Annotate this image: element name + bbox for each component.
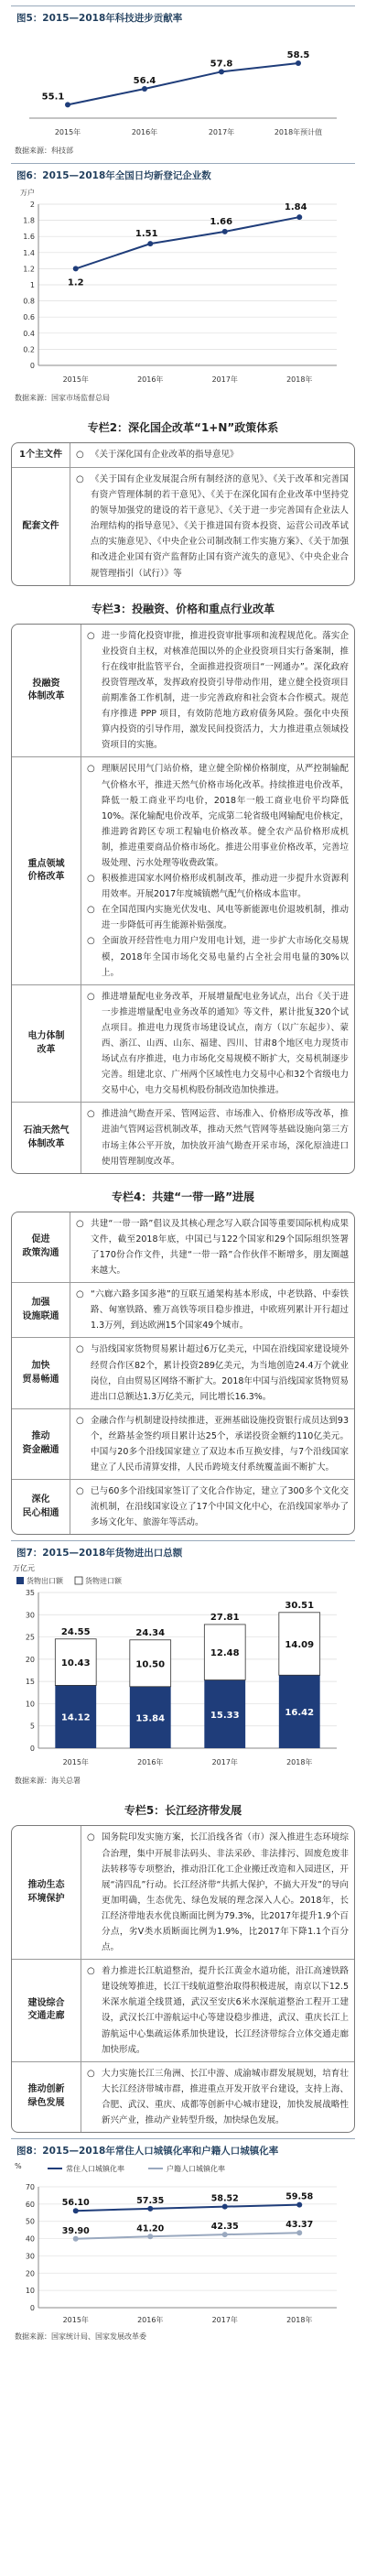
figure-8-source: 数据来源：国家统计局、国家发展改革委 [15,2332,146,2342]
box-4-title: 专栏4：共建“一带一路”进展 [111,1190,255,1203]
box4-row [12,1282,354,1337]
data-point [142,86,147,92]
bullet-circle-icon: ○ [76,1289,84,1300]
list-item-text: 已与60多个沿线国家签订了文化合作协定，建立了300多个文化交流机制，在沿线国家设立了17个中国文化中心，在沿线国家举办了多场文化年、旅游年等活动。 [91,1486,349,1528]
box4-row-body [70,1409,354,1479]
list-item-text: 推进油气勘查开采、管网运营、市场准入、价格形成等改革，推进油气管网运营机制改革，推动天然气管网等基础设施向第三方市场主体公平开放，加快放开油气勘查开采市场，深化原油进口使用管理制度改革。 [102,1109,349,1167]
figure-7-source: 数据来源：海关总署 [15,1777,81,1786]
bar-total-label: 30.51 [285,1601,315,1612]
y-tick-label: 1.2 [23,265,35,274]
y-tick-label: 0.4 [23,329,35,338]
bar-label-import: 12.48 [210,1648,240,1659]
bullet-circle-icon: ○ [87,905,95,916]
legend-swatch-import [75,1577,82,1584]
box-2 [11,442,355,586]
box5-row-label: 推动创新 绿色发展 [12,2062,81,2132]
list-item [87,1106,349,1168]
y-tick-label: 70 [25,2183,35,2192]
box4-row [12,1337,354,1408]
y-tick-label: 1.4 [23,248,35,257]
data-point [222,2204,228,2210]
box3-row-body [81,625,354,757]
box2-row-label: 1个主文件 [12,443,70,467]
box5-row [12,2061,354,2132]
box4-row [12,1479,354,1534]
bar-total-label: 24.55 [60,1627,91,1638]
bullet-circle-icon: ○ [76,1218,84,1229]
box4-row-label: 深化 民心相通 [12,1480,70,1534]
list-item [87,902,349,933]
figure-5-title: 图5：2015—2018年科技进步贡献率 [16,13,183,24]
data-point [296,2202,302,2208]
box4-row-body [70,1283,354,1337]
list-item-text: 《关于深化国有企业改革的指导意见》 [91,450,239,460]
bullet-circle-icon: ○ [76,1415,84,1426]
list-item-text: 共建“一带一路”倡议及其核心理念写入联合国等重要国际机构成果文件，截至2018年底，中国已与122个国家和29个国际组织签署了170份合作文件，共建“一带一路”合作伙伴不断增多，朋友圈越来越大。 [91,1218,349,1277]
figure-7-chart [11,1561,355,1774]
box4-row-label: 促进 政策沟通 [12,1212,70,1282]
box5-row-body [81,2062,354,2132]
y-tick-label: 15 [25,1678,35,1687]
figure-6-title: 图6：2015—2018年全国日均新登记企业数 [16,170,211,181]
x-tick-label: 2016年 [137,1758,164,1767]
legend-label: 货物出口额 [27,1577,63,1586]
list-item [76,1287,349,1333]
bullet-circle-icon: ○ [76,1486,84,1497]
legend-swatch-export [16,1577,24,1584]
box4-row [12,1212,354,1282]
bar-label-export: 15.33 [210,1711,240,1722]
bullet-circle-icon: ○ [87,991,95,1002]
box-3 [11,624,355,1174]
data-point [147,241,153,246]
bar-label-import: 10.43 [60,1658,91,1669]
data-label: 1.2 [67,277,84,288]
y-tick-label: 30 [25,2252,35,2261]
x-tick-label: 2015年 [62,375,89,384]
box2-row-label: 配套文件 [12,468,70,585]
figure-7 [11,1540,355,1789]
y-tick-label: 10 [25,2287,35,2296]
box4-row-label: 加强 设施联通 [12,1283,70,1337]
data-point [222,2232,228,2237]
x-tick-label: 2017年 [208,128,235,136]
list-item-text: “六廊六路多国多港”的互联互通架构基本形成，中老铁路、中泰铁路、匈塞铁路、雅万高铁等项目稳步推进，中欧班列累计开行超过1.3万列，到达欧洲15个国家49个城市。 [91,1289,349,1331]
list-item [87,761,349,871]
bar-label-export: 16.42 [285,1708,315,1719]
list-item-text: 进一步简化投资审批，推进投资审批事项和流程规范化。落实企业投资自主权，对核准范围以外的企业投资项目实行备案制，推行在线审批监管平台，全面推进投资项目“一网通办”。深化政府投资管理改革，发挥政府投资引导带动作用，建立健全投资项目前期准备工作机制，进一步完善政府和社会资本合作模式。规范有序推进 PPP 项目，有效防范地方政府债务风险。强化中央预算内投资的引导作用，激发民间投资活力，大力推进重点领域投资项目的实施。 [102,630,349,751]
list-item-text: 国务院印发实施方案，长江沿线各省（市）深入推进生态环境综合治理，集中开展非法码头、非法采砂、非法排污、固废危废非法转移等专项整治，推动沿江化工企业搬迁改造和入园进区，开展“清四乱”行动。长江经济带“共抓大保护，不搞大开发”的导向更加明确，生态优先、绿色发展的理念深入人心。2018年，长江经济带地表水优良断面比例为79.3%，比2017年提升1.9个百分点，劣Ⅴ类水质断面比例为1.9%，比2017年下降1.1个百分点。 [102,1832,349,1953]
data-label: 59.58 [285,2191,314,2202]
bullet-circle-icon: ○ [87,1966,95,1977]
box3-row-label: 石油天然气 体制改革 [12,1103,81,1172]
box-5-title: 专栏5：长江经济带发展 [124,1804,242,1818]
box2-row [12,443,354,467]
box4-row-label: 推动 资金融通 [12,1409,70,1479]
list-item-text: 理顺居民用气门站价格，建立健全阶梯价格制度，从严控制输配气价格水平，推进天然气价格市场化改革。持续推进电价改革，降低一般工商业平均电价，2018年一般工商业电价平均降低10%。深化输配电价改革，完成第二轮省级电网输配电价核定，推进跨省跨区专项工程输电价格改革。健全农产品价格形成机制，推进重要商品价格市场化。推进公用事业价格改革，完善垃圾处理、污水处理等收费政策。 [102,764,349,868]
bullet-circle-icon: ○ [87,630,95,641]
box3-row-body [81,1103,354,1172]
y-tick-label: 2 [29,201,35,209]
x-tick-label: 2016年 [137,2316,164,2325]
bullet-circle-icon: ○ [76,450,84,460]
data-point [73,2208,79,2213]
data-label: 1.51 [135,229,158,240]
box3-row [12,625,354,757]
box3-row-label: 投融资 体制改革 [12,625,81,757]
x-tick-label: 2017年 [211,2316,238,2325]
bullet-circle-icon: ○ [87,936,95,947]
figure-6-chart [11,184,355,391]
y-tick-label: 1.6 [23,233,35,242]
list-item-text: 在全国范围内实施光伏发电、风电等新能源电价退坡机制，推动进一步降低可再生能源补贴强度。 [102,905,349,931]
figure-8 [11,2138,355,2345]
box2-row-body [70,443,354,467]
y-axis-unit: % [15,2162,22,2171]
figure-6 [11,163,355,407]
list-item [87,933,349,980]
data-point [147,2206,153,2212]
list-item-text: 与沿线国家货物贸易累计超过6万亿美元，中国在沿线国家建设境外经贸合作区82个，累计投资289亿美元，为当地创造24.4万个就业岗位，自由贸易区网络不断扩大。2018年中国与沿线国家货物贸易进出口总额达1.3万亿美元，同比增长16.3%。 [91,1344,349,1402]
x-tick-label: 2016年 [131,128,158,136]
box4-row [12,1408,354,1479]
x-tick-label: 2015年 [62,1758,89,1767]
figure-5-source: 数据来源：科技部 [15,147,73,155]
box5-row-body [81,1960,354,2061]
y-tick-label: 1.8 [23,216,35,225]
bar-total-label: 27.81 [210,1613,240,1624]
bullet-circle-icon: ○ [87,1109,95,1120]
series-line [76,2233,300,2239]
x-tick-label: 2018年 [286,375,313,384]
data-point [296,214,302,220]
data-point [65,102,70,107]
box4-row-label: 加快 贸易畅通 [12,1338,70,1408]
list-item-text: 推进增量配电业务改革，开展增量配电业务试点，出台《关于进一步推进增量配电业务改革的通知》等文件，累计批复320个试点项目。推进电力现货市场建设试点，南方（以广东起步）、蒙西、浙江、山西、山东、福建、四川、甘肃8个地区电力现货市场试点有序推进，电力市场化交易规模不断扩大，交易机制逐步完善。组建北京、广州两个区域性电力交易中心和32个省级电力交易中心，电力交易机构股份制改造加快推进。 [102,991,349,1096]
bar-total-label: 24.34 [135,1628,166,1639]
y-tick-label: 50 [25,2217,35,2226]
data-point [296,60,301,66]
y-axis-unit: 万户 [20,189,35,197]
box-3-title: 专栏3：投融资、价格和重点行业改革 [91,602,275,615]
x-tick-label: 2017年 [211,375,238,384]
data-label: 43.37 [285,2220,314,2231]
legend-label: 户籍人口城镇化率 [167,2165,225,2174]
y-tick-label: 0 [29,2304,35,2313]
y-tick-label: 40 [25,2234,35,2244]
box3-row-label: 重点领域 价格改革 [12,757,81,984]
list-item [87,1830,349,1955]
data-label: 1.84 [284,202,307,213]
box3-row [12,756,354,984]
series-line [76,217,300,268]
bar-label-export: 14.12 [60,1713,91,1724]
data-label: 56.4 [133,76,156,86]
list-item [87,989,349,1099]
list-item [76,472,349,582]
box-4 [11,1212,355,1536]
figure-7-title: 图7：2015—2018年货物进出口总额 [16,1548,183,1560]
data-label: 56.10 [61,2198,90,2209]
y-tick-label: 20 [25,2269,35,2278]
box5-row [12,1826,354,1959]
y-tick-label: 60 [25,2200,35,2209]
box5-row-body [81,1826,354,1959]
data-label: 58.52 [210,2193,239,2204]
box5-row-label: 推动生态 环境保护 [12,1826,81,1959]
list-item [76,1413,349,1475]
bullet-circle-icon: ○ [76,474,84,484]
bullet-circle-icon: ○ [87,874,95,885]
data-label: 1.66 [210,216,233,227]
list-item-text: 金融合作与机制建设持续推进，亚洲基础设施投资银行成员达到93个，丝路基金签约项目累计达25个，承诺投资金额约110亿美元。中国与20多个沿线国家建立了双边本币互换安排，与7个沿线国家建立了人民币清算安排，人民币跨境支付系统覆盖面不断扩大。 [91,1415,349,1473]
x-tick-label: 2015年 [62,2316,89,2325]
data-point [73,266,79,271]
series-line [76,2205,300,2212]
y-tick-label: 0.6 [23,313,35,322]
x-tick-label: 2015年 [54,128,81,136]
y-tick-label: 0.8 [23,297,35,306]
y-tick-label: 1 [29,281,35,289]
y-tick-label: 5 [29,1723,35,1732]
legend-label: 货物进口额 [85,1577,122,1586]
box3-row-body [81,757,354,984]
list-item-text: 着力推进长江航道整治，提升长江黄金水道功能，沿江高速铁路建设统筹推进，长江干线航道整治取得积极进展，南京以下12.5米深水航道全线贯通，武汉至安庆6米水深航道整治工程开工建设，武汉长江中游航运中心等建设稳步推进，武汉、重庆长江上游航运中心集疏运体系加快建设，长江经济带综合立体交通走廊加快形成。 [102,1966,349,2055]
data-point [147,2234,153,2239]
box5-row-label: 建设综合 交通走廊 [12,1960,81,2061]
list-item [76,447,349,463]
data-label: 55.1 [41,92,65,103]
data-label: 42.35 [210,2222,239,2233]
box2-row [12,467,354,585]
data-point [219,69,224,74]
legend-label: 常住人口城镇化率 [66,2165,124,2174]
y-tick-label: 30 [25,1611,35,1620]
x-tick-label: 2018年 [286,2316,313,2325]
y-axis-unit: 万亿元 [13,1564,35,1573]
data-point [73,2236,79,2242]
data-label: 41.20 [136,2223,165,2234]
data-label: 39.90 [61,2225,90,2236]
figure-6-source: 数据来源：国家市场监督总局 [15,394,110,402]
figure-5 [11,5,355,159]
data-label: 58.5 [286,50,310,60]
data-point [222,229,228,234]
bar-label-import: 10.50 [135,1659,166,1670]
bar-label-export: 13.84 [135,1713,166,1724]
list-item [87,1963,349,2058]
figure-8-title: 图8：2015—2018年常住人口城镇化率和户籍人口城镇化率 [16,2146,279,2158]
bullet-circle-icon: ○ [87,1832,95,1843]
data-label: 57.35 [136,2195,165,2206]
figure-5-chart [11,27,355,144]
list-item-text: 全面放开经营性电力用户发用电计划，进一步扩大市场化交易规模，2018年全国市场化交易电量约占全社会用电量的30%以上。 [102,936,349,978]
y-tick-label: 20 [25,1656,35,1665]
box-2-title: 专栏2：深化国企改革“1+N”政策体系 [87,421,279,434]
box3-row-body [81,985,354,1103]
list-item [76,1484,349,1530]
list-item-text: 积极推进国家水网价格形成机制改革，推动进一步提升水资源利用效率。开展2017年度城镇燃气配气价格成本监审。 [102,874,349,900]
bullet-circle-icon: ○ [76,1344,84,1355]
box4-row-body [70,1338,354,1408]
box4-row-body [70,1212,354,1282]
data-point [296,2230,302,2235]
x-tick-label: 2017年 [211,1758,238,1767]
series-line [68,63,298,104]
bullet-circle-icon: ○ [87,764,95,775]
x-tick-label: 2018年 [286,1758,313,1767]
box4-row-body [70,1480,354,1534]
box3-row [12,1102,354,1172]
list-item [87,2066,349,2128]
box-5 [11,1825,355,2133]
list-item [87,628,349,754]
figure-8-chart [11,2159,355,2330]
y-tick-label: 0 [29,1745,35,1754]
list-item [87,871,349,902]
y-tick-label: 25 [25,1634,35,1643]
bar-label-import: 14.09 [285,1640,315,1651]
list-item [76,1216,349,1278]
box2-row-body [70,468,354,585]
y-tick-label: 35 [25,1589,35,1598]
y-tick-label: 0 [29,362,35,370]
list-item-text: 大力实施长江三角洲、长江中游、成渝城市群发展规划，培育壮大长江经济带城市群，推进重点开发开放平台建设，支持上海、合肥、武汉、重庆、成都等创新中心城市建设，加快发展战略性新兴产业，推动产业转型升级，加快绿色发展。 [102,2068,349,2126]
box3-row [12,984,354,1103]
x-tick-label: 2018年预计值 [274,128,323,136]
list-item [76,1342,349,1404]
x-tick-label: 2016年 [137,375,164,384]
box5-row [12,1959,354,2061]
bullet-circle-icon: ○ [87,2068,95,2079]
y-tick-label: 0.2 [23,345,35,354]
box3-row-label: 电力体制 改革 [12,985,81,1103]
y-tick-label: 10 [25,1700,35,1709]
list-item-text: 《关于国有企业发展混合所有制经济的意见》、《关于改革和完善国有资产管理体制的若干意见》、《关于在深化国有企业改革中坚持党的领导加强党的建设的若干意见》、《关于进一步完善国有企业法人治理结构的指导意见》、《关于推进国有资本投资、运营公司改革试点的实施意见》、《中央企业公司制改制工作实施方案》、《关于加强和改进企业国有资产监督防止国有资产流失的意见》、《中央企业合规管理指引（试行）》等 [91,474,349,579]
data-label: 57.8 [210,59,233,70]
